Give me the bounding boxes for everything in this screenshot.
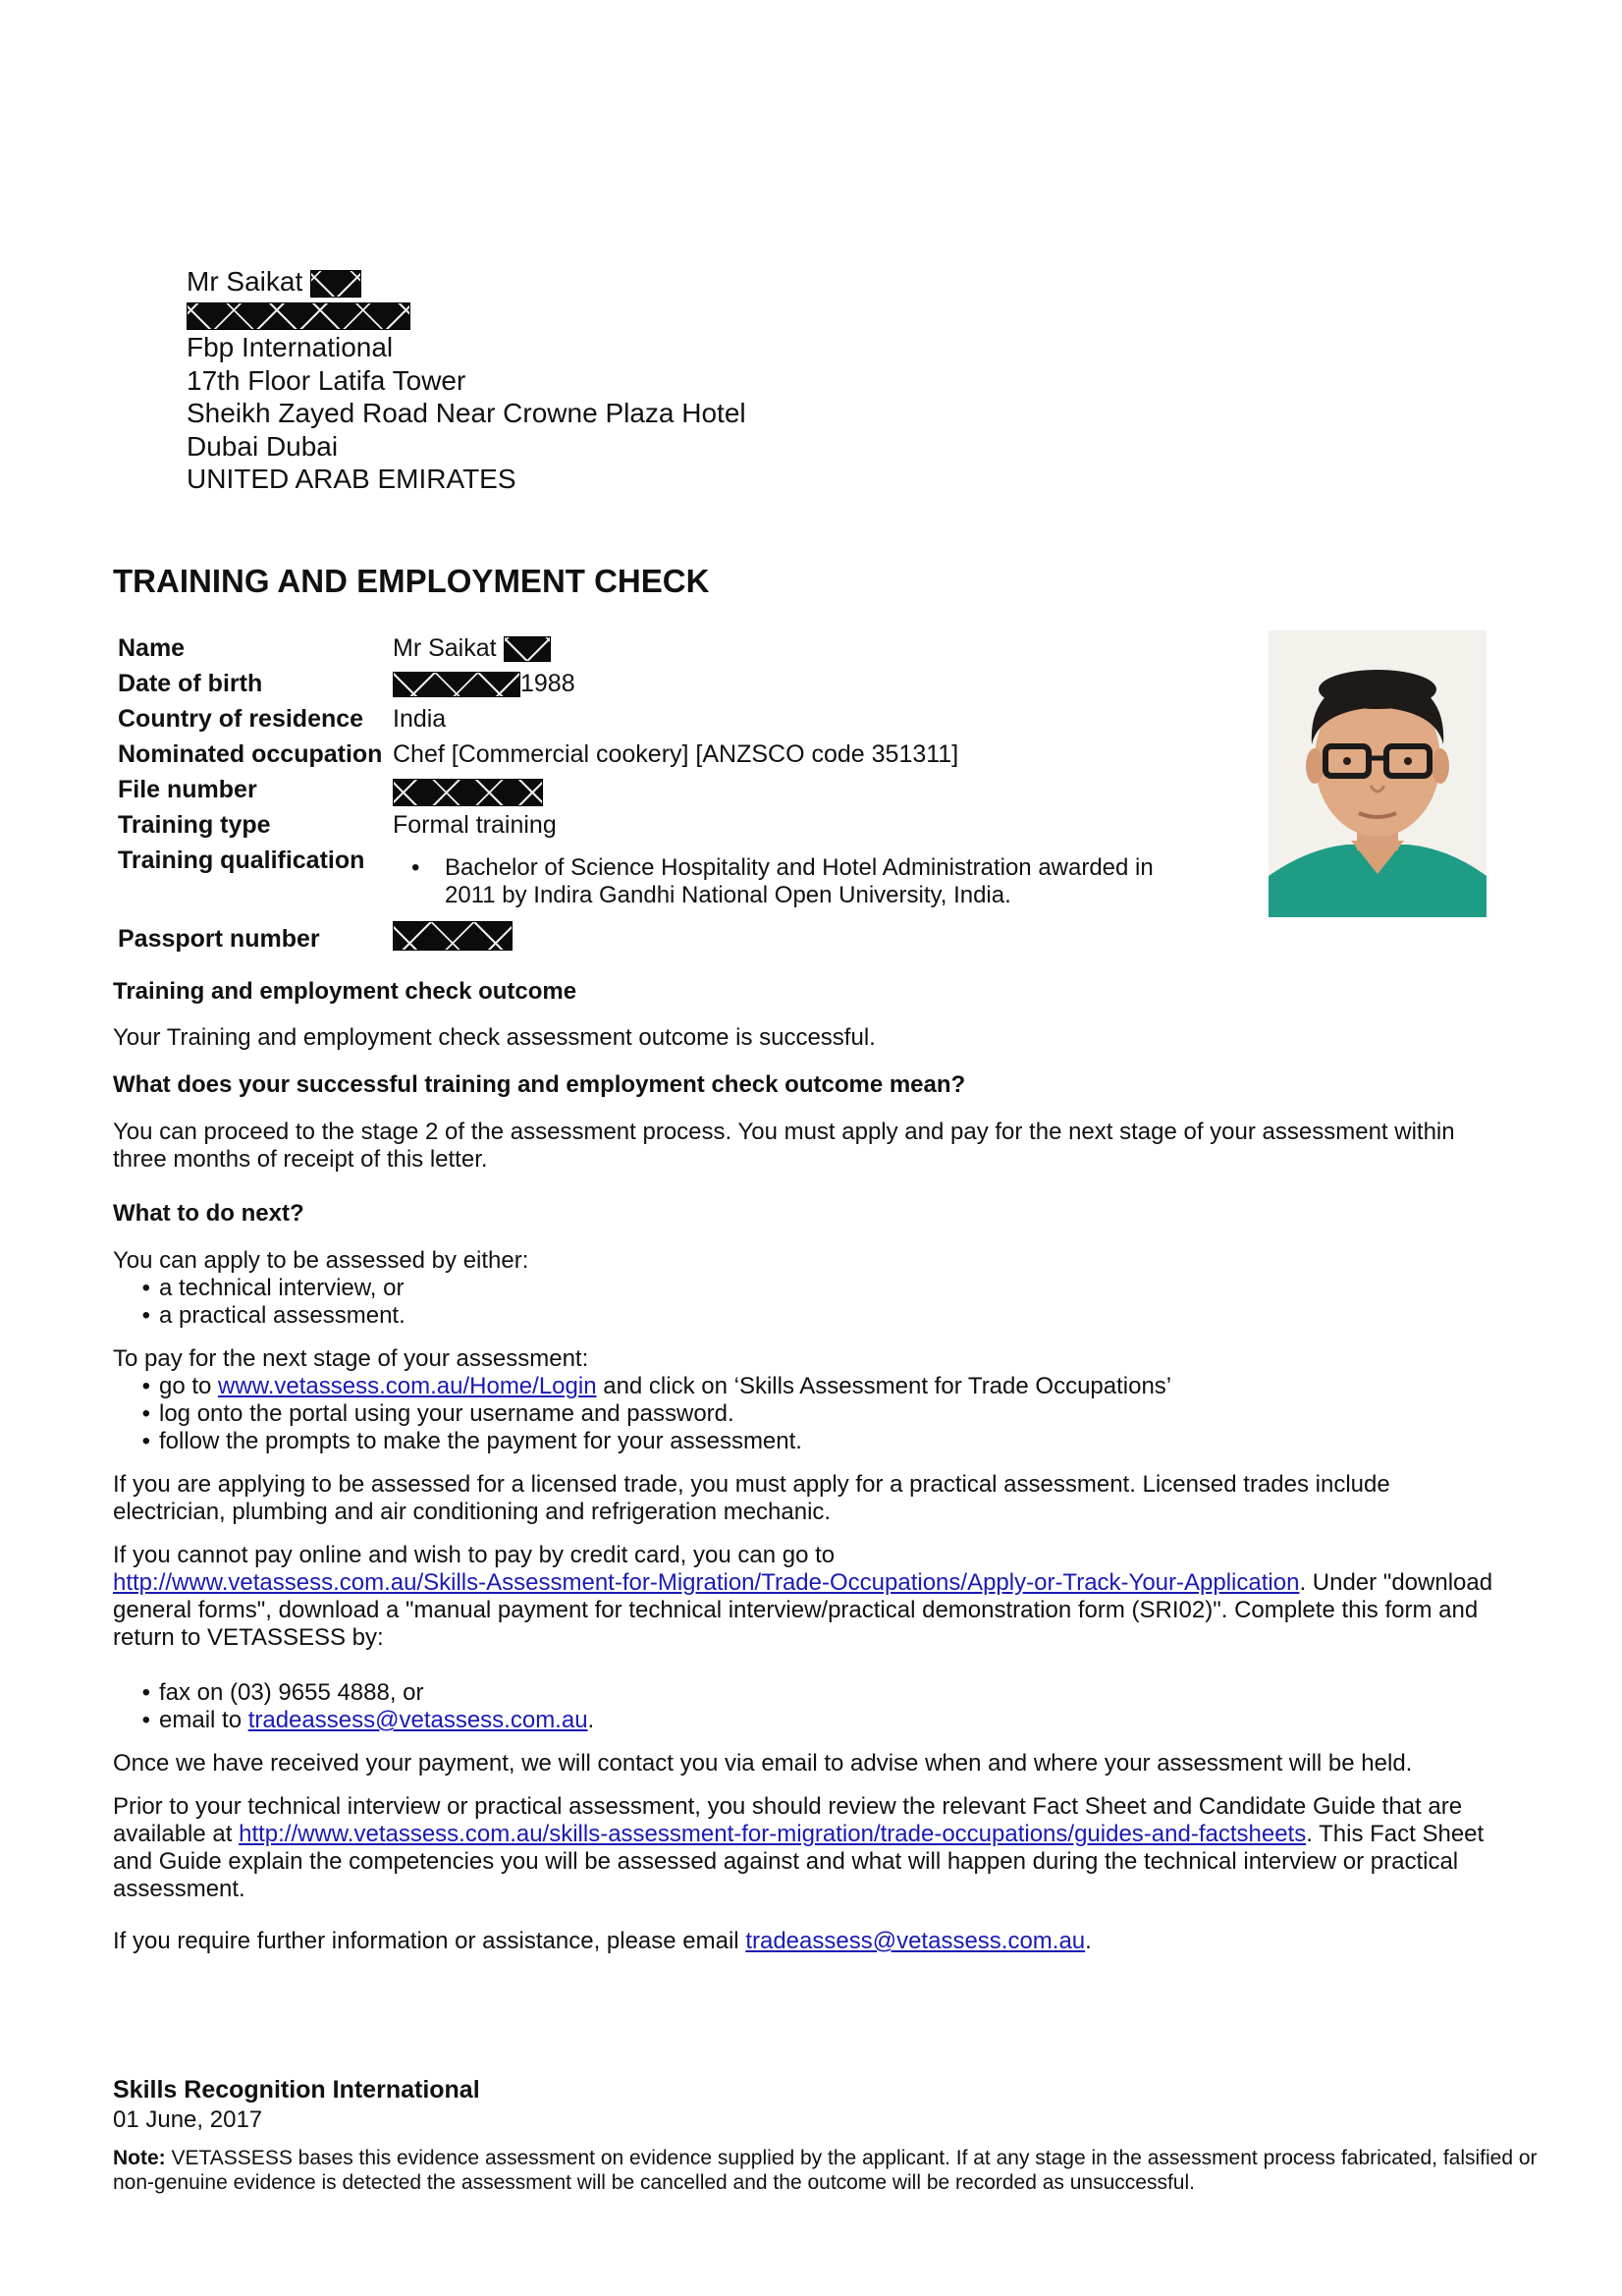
detail-value: Formal training xyxy=(393,811,557,839)
note-text: VETASSESS bases this evidence assessment on evidence supplied by the applicant. If at any stage in the assessment process fabricated, falsified or non-genuine evidence is detected the assessment will be cancelled and the outcome will be recorded as unsuccessful. xyxy=(113,2147,1538,2194)
step-text: and click on ‘Skills Assessment for Trade Occupations’ xyxy=(596,1373,1172,1399)
apply-track-link[interactable]: http://www.vetassess.com.au/Skills-Assessment-for-Migration/Trade-Occupations/Apply-or-Track-Your-Application xyxy=(113,1569,1300,1596)
list-item xyxy=(113,1373,1507,1400)
address-line: UNITED ARAB EMIRATES xyxy=(187,464,516,494)
applicant-name: Mr Saikat xyxy=(393,634,497,662)
evidence-note xyxy=(113,2146,1546,2195)
redacted-passport-number xyxy=(393,921,513,951)
letter-footer xyxy=(113,2076,1546,2195)
detail-label: Training type xyxy=(118,811,271,839)
step-text: go to xyxy=(159,1373,219,1399)
address-line: Dubai Dubai xyxy=(187,430,339,462)
meaning-heading: What does your successful training and employment check outcome mean? xyxy=(113,1071,966,1098)
fact-sheet-intro: Prior to your technical interview or practical assessment, you should review the relevant Fact Sheet and Candidate Guide that are available at xyxy=(113,1793,1463,1847)
payment-steps-list xyxy=(113,1373,1507,1455)
recipient-name: Mr Saikat xyxy=(187,266,303,297)
next-steps-heading: What to do next? xyxy=(113,1200,304,1227)
credit-card-intro: If you cannot pay online and wish to pay by credit card, you can go to xyxy=(113,1542,836,1568)
redacted-birth-date xyxy=(393,672,520,697)
redacted-surname xyxy=(310,270,361,298)
further-info-intro: If you require further information or assistance, please email xyxy=(113,1928,746,1954)
detail-value: India xyxy=(393,705,447,733)
letter-body xyxy=(113,978,1507,1955)
payment-followup-text: Once we have received your payment, we will contact you via email to advise when and where your assessment will be held. xyxy=(113,1750,1413,1777)
login-link[interactable]: www.vetassess.com.au/Home/Login xyxy=(218,1373,597,1399)
further-info-text xyxy=(113,1928,1507,1955)
detail-label: Nominated occupation xyxy=(118,740,383,768)
credit-card-text xyxy=(113,1542,1507,1652)
detail-label: Date of birth xyxy=(118,670,263,697)
assessment-options-list xyxy=(113,1275,1507,1330)
letter-date: 01 June, 2017 xyxy=(113,2106,263,2133)
redacted-file-number xyxy=(393,779,543,806)
credit-card-instructions: . Under "download general forms", download a "manual payment for technical interview/practical demonstration form (SRI02)". Complete this form and return to VETASSESS by: xyxy=(113,1569,1493,1651)
step-text: email to xyxy=(159,1707,248,1733)
meaning-text: You can proceed to the stage 2 of the assessment process. You must apply and pay for the next stage of your assessment within three months of receipt of this letter. xyxy=(113,1119,1455,1173)
contact-email-link[interactable]: tradeassess@vetassess.com.au xyxy=(745,1928,1086,1954)
qualification-line: Bachelor of Science Hospitality and Hotel Administration awarded in xyxy=(445,854,1154,881)
recipient-name-line xyxy=(187,265,746,299)
applicant-photo-graphic xyxy=(1269,630,1487,917)
detail-value xyxy=(393,921,513,951)
outcome-text: Your Training and employment check assessment outcome is successful. xyxy=(113,1024,876,1051)
organisation-name: Skills Recognition International xyxy=(113,2076,480,2104)
detail-label: Training qualification xyxy=(118,847,365,874)
licensed-trades-text: If you are applying to be assessed for a licensed trade, you must apply for a practical assessment. Licensed trades include electrician, plumbing and air conditioning and refrigeration mechanic. xyxy=(113,1471,1390,1525)
detail-value xyxy=(393,778,543,806)
document-title: TRAINING AND EMPLOYMENT CHECK xyxy=(113,563,710,599)
detail-value: Chef [Commercial cookery] [ANZSCO code 351311] xyxy=(393,740,959,768)
qualification-list xyxy=(406,854,1154,909)
further-info-end: . xyxy=(1085,1928,1092,1954)
address-line: Sheikh Zayed Road Near Crowne Plaza Hotel xyxy=(187,398,746,428)
detail-value xyxy=(393,634,551,663)
fact-sheet-outro: . This Fact Sheet and Guide explain the competencies you will be assessed against and what will happen during the technical interview or practical assessment. xyxy=(113,1821,1485,1902)
list-item: • a practical assessment. xyxy=(113,1302,1507,1330)
list-item xyxy=(113,1707,1507,1734)
step-text: . xyxy=(587,1707,595,1733)
email-link[interactable]: tradeassess@vetassess.com.au xyxy=(247,1707,588,1733)
redacted-address-line xyxy=(187,299,746,332)
note-label: Note: xyxy=(113,2147,166,2169)
list-item: • follow the prompts to make the payment for your assessment. xyxy=(113,1428,1507,1455)
recipient-address xyxy=(187,265,746,496)
detail-label: Country of residence xyxy=(118,705,364,733)
address-line: 17th Floor Latifa Tower xyxy=(187,364,466,396)
redacted-surname xyxy=(504,636,551,662)
detail-label: Name xyxy=(118,634,186,662)
detail-value xyxy=(393,670,575,698)
qualification-line: 2011 by Indira Gandhi National Open University, India. xyxy=(445,882,1011,908)
list-item: • a technical interview, or xyxy=(113,1275,1507,1302)
address-line: Fbp International xyxy=(187,332,394,362)
qualification-item xyxy=(406,854,1154,909)
list-item: • log onto the portal using your username and password. xyxy=(113,1400,1507,1428)
guides-factsheets-link[interactable]: http://www.vetassess.com.au/skills-assessment-for-migration/trade-occupations/guides-and-factsheets xyxy=(239,1821,1307,1847)
birth-year: 1988 xyxy=(520,670,575,697)
redacted-block xyxy=(187,302,410,330)
detail-label: File number xyxy=(118,776,257,803)
return-methods-list xyxy=(113,1679,1507,1734)
detail-label: Passport number xyxy=(118,925,320,953)
payment-intro: To pay for the next stage of your assessment: xyxy=(113,1345,589,1372)
applicant-photo xyxy=(1269,630,1487,917)
fact-sheet-text xyxy=(113,1793,1507,1903)
list-item: • fax on (03) 9655 4888, or xyxy=(113,1679,1507,1707)
assessment-options-intro: You can apply to be assessed by either: xyxy=(113,1247,529,1274)
outcome-heading: Training and employment check outcome xyxy=(113,978,577,1005)
